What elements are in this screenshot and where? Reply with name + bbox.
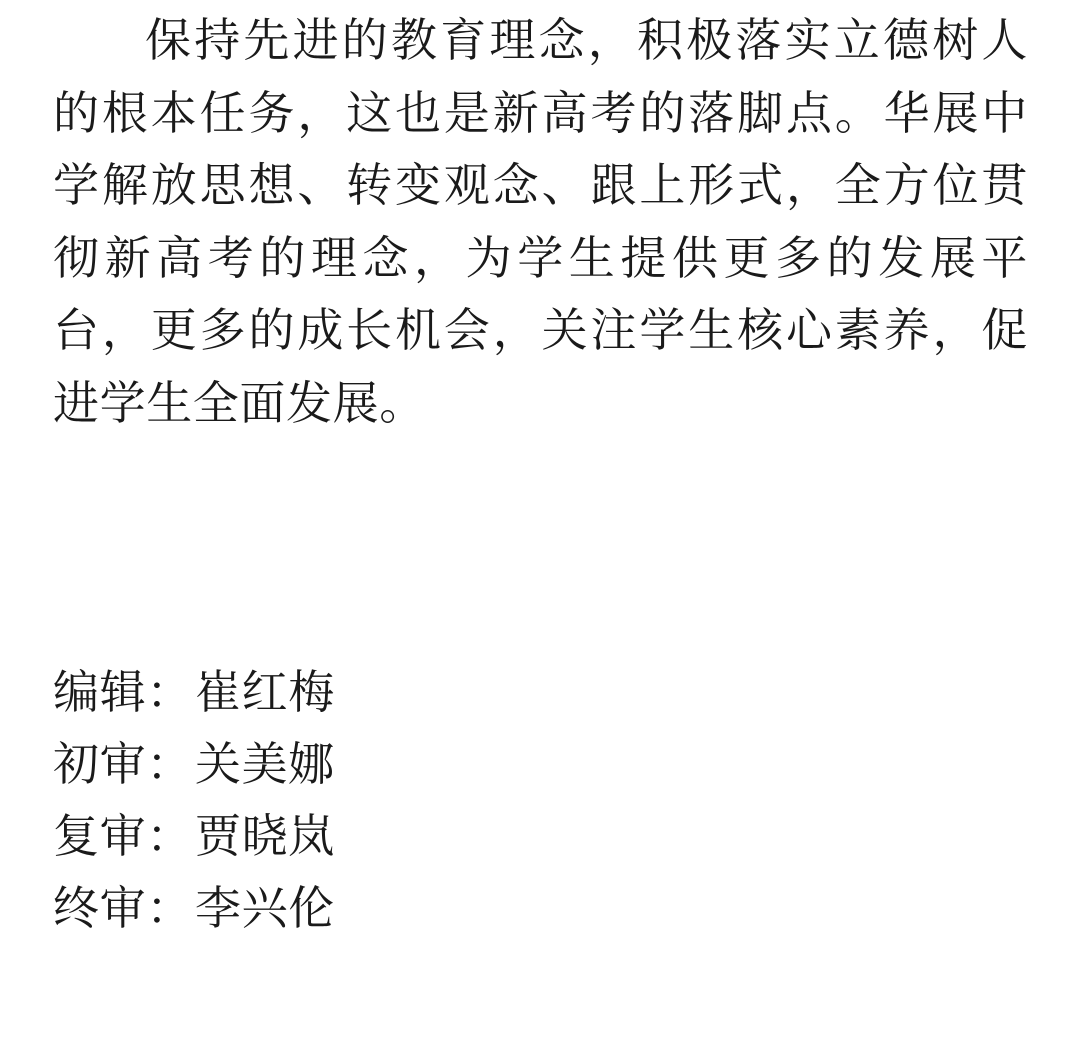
credit-name: 李兴伦 <box>195 881 335 935</box>
credit-name: 贾晓岚 <box>195 809 335 863</box>
credit-label: 复审： <box>53 809 193 863</box>
article-paragraph: 保持先进的教育理念，积极落实立德树人的根本任务，这也是新高考的落脚点。华展中学解放思想、转变观念、跟上形式，全方位贯彻新高考的理念，为学生提供更多的发展平台，更多的成长机会，关注学生核心素养，促进学生全面发展。 <box>53 13 1028 430</box>
article-body <box>53 4 1028 439</box>
credits-block <box>53 656 653 944</box>
credit-editor <box>53 656 653 728</box>
credit-label: 终审： <box>53 881 193 935</box>
credit-name: 关美娜 <box>195 737 335 791</box>
credit-name: 崔红梅 <box>195 665 335 719</box>
credit-first-review <box>53 728 653 800</box>
credit-label: 编辑： <box>53 665 193 719</box>
credit-final-review <box>53 872 653 944</box>
credit-label: 初审： <box>53 737 193 791</box>
credit-second-review <box>53 800 653 872</box>
